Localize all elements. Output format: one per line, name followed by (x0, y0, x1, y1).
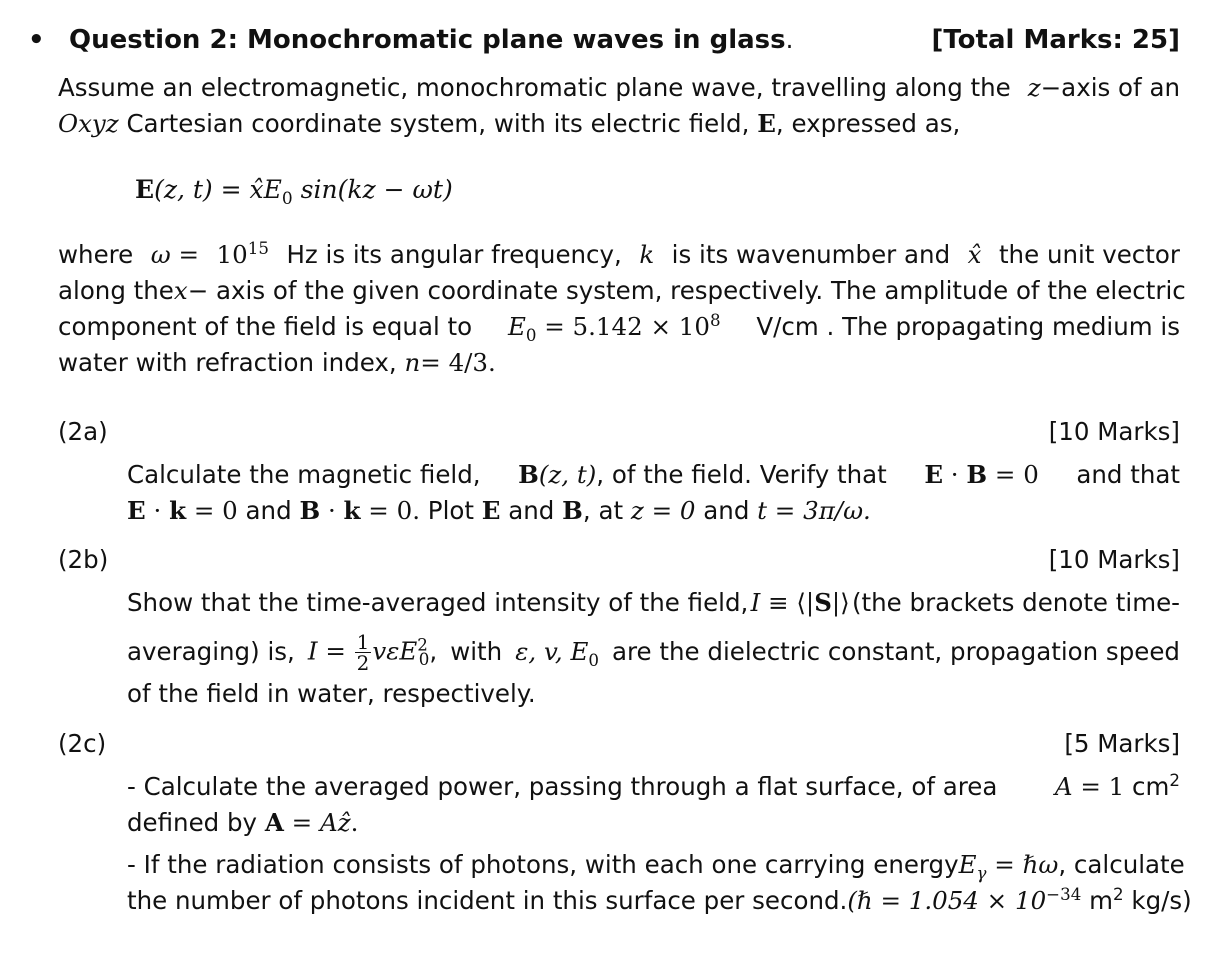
part-a-dot: · (943, 460, 967, 489)
part-c-unit-m: m (1089, 886, 1113, 915)
part-c-period: . (350, 808, 359, 837)
part-c-header (58, 726, 1180, 762)
eq-xhat: x̂ (249, 175, 264, 204)
part-c-hbar-exp: −34 (1046, 884, 1082, 904)
part-a-l2-and: and (245, 496, 292, 525)
part-a-l2-eq2: = 0. (360, 496, 420, 525)
part-c-A: A (1054, 772, 1073, 801)
part-a-l2-eq: = 0 (186, 496, 238, 525)
part-b-averaging-text: averaging) is, (127, 637, 295, 666)
params-omega: ω = (150, 240, 200, 269)
params-E0-value: = 5.142 × 10 (536, 312, 710, 341)
part-b-S: S (814, 588, 832, 617)
part-a-l2-k: k (169, 496, 187, 525)
part-b-sq: 2 (417, 634, 428, 654)
part-c-number-text: the number of photons incident in this surface per second. (127, 886, 848, 915)
part-c-defined-by: defined by (127, 808, 258, 837)
params-units-medium: V/cm . The propagating medium is (756, 312, 1180, 341)
part-b-expr: vεE (372, 636, 418, 665)
part-a-l2-B: B (299, 496, 321, 525)
part-c-unit-kgs: kg/s) (1131, 886, 1192, 915)
part-a-calc-text: Calculate the magnetic field, (127, 460, 481, 489)
part-c-calc-text: - Calculate the averaged power, passing through a flat surface, of area (127, 772, 998, 801)
question-title-wrap (69, 22, 793, 58)
part-b-vars: ε, v, E (515, 637, 589, 666)
params-water-text: water with refraction index, (58, 348, 397, 377)
intro-oxyz: Oxyz (58, 109, 119, 138)
part-a-l2-and2: and (508, 496, 555, 525)
params-E0-sub: 0 (525, 325, 537, 345)
params-x: x (173, 276, 188, 305)
part-a-verify-text: , of the field. Verify that (596, 460, 887, 489)
part-a-l2-and3: and (703, 496, 750, 525)
eq-args: (z, t) = (154, 175, 250, 204)
params-where: where (58, 240, 134, 269)
params-component-text: component of the field is equal to (58, 312, 473, 341)
part-b-l2-I: I (307, 636, 318, 665)
part-b-close: |⟩ (831, 588, 850, 617)
params-line-4 (58, 345, 496, 381)
intro-z: z (1027, 73, 1041, 102)
part-c-unit-sup: 2 (1113, 884, 1124, 904)
part-b-marks: [10 Marks] (1048, 545, 1180, 574)
part-b-show-text: Show that the time-averaged intensity of the field, (127, 588, 749, 617)
fraction-denominator: 2 (356, 650, 370, 675)
params-wavenumber-text: is its wavenumber and (671, 240, 951, 269)
part-a-header (58, 414, 1180, 450)
part-a-z0: z = 0 (630, 496, 696, 525)
intro-E: E (757, 109, 776, 138)
params-E0-exp: 8 (709, 310, 721, 330)
params-unit-vector-text: the unit vector (998, 240, 1180, 269)
part-a-line-1 (127, 457, 1180, 493)
part-b-header (58, 542, 1180, 578)
part-b-line-2 (127, 630, 1180, 674)
part-a-eq0: = 0 (987, 460, 1039, 489)
part-a-label: (2a) (58, 417, 108, 446)
intro-line-2 (58, 106, 960, 142)
part-a-B: B (518, 460, 539, 489)
part-a-l2-k2: k (343, 496, 361, 525)
params-line-1 (58, 237, 1180, 273)
intro-text-2b: , expressed as, (775, 109, 961, 138)
params-ten: 10 (216, 240, 248, 269)
part-b-comma: , (429, 636, 438, 665)
part-c-label: (2c) (58, 729, 107, 758)
part-b-line-1 (127, 585, 1180, 621)
part-c-E-gamma: E (958, 850, 977, 879)
eq-E: E (135, 175, 155, 204)
part-c-marks: [5 Marks] (1064, 729, 1180, 758)
part-a-zt: (z, t) (538, 460, 597, 489)
fraction-numerator: 1 (356, 629, 370, 654)
params-along: along the (58, 276, 174, 305)
part-a-l2-E2: E (481, 496, 501, 525)
params-n-value: = 4/3. (420, 348, 496, 377)
params-xhat: x̂ (967, 240, 982, 269)
params-E0: E (507, 312, 526, 341)
intro-text-2a: Cartesian coordinate system, with its electric field, (126, 109, 750, 138)
part-a-and-that: and that (1076, 460, 1180, 489)
intro-text-1b: −axis of an (1040, 73, 1180, 102)
part-b-I: I (750, 588, 761, 617)
part-b-line-3 (127, 676, 536, 712)
part-c-line-1 (127, 769, 1180, 805)
part-c-cm-sup: 2 (1169, 770, 1180, 790)
part-b-water-text: of the field in water, respectively. (127, 679, 536, 708)
part-c-A-eq: = 1 (1072, 772, 1125, 801)
one-half-fraction (355, 629, 372, 675)
params-line-2 (58, 273, 1186, 309)
electric-field-equation (135, 172, 453, 208)
part-a-marks: [10 Marks] (1048, 417, 1180, 446)
params-hz-text: Hz is its angular frequency, (286, 240, 622, 269)
bullet: • (28, 25, 45, 55)
part-c-line-2 (127, 805, 358, 841)
part-a-line-2: E · k = 0 and B · k = 0. Plot E and B, at z = 0 and t = 3π/ω. (127, 496, 871, 525)
part-c-hbar-value: (ℏ = 1.054 × 10 (847, 886, 1047, 915)
question-title: Question 2: Monochromatic plane waves in glass (69, 25, 786, 55)
total-marks: [Total Marks: 25] (931, 25, 1180, 55)
part-c-A-eq2: = A (283, 808, 338, 837)
part-c-calculate: , calculate (1058, 850, 1185, 879)
part-c-zhat: ẑ (337, 808, 351, 837)
part-a-l2-B2: B (562, 496, 583, 525)
intro-text-1a: Assume an electromagnetic, monochromatic plane wave, travelling along the (58, 73, 1011, 102)
part-c-gamma: γ (976, 863, 987, 883)
eq-E0-sub: 0 (281, 189, 293, 209)
part-b-sub0: 0 (418, 649, 430, 669)
part-b-label: (2b) (58, 545, 109, 574)
params-exp: 15 (247, 238, 269, 258)
part-a-E: E (924, 460, 943, 489)
part-b-l2-eq: = (317, 636, 354, 665)
part-a-B2: B (966, 460, 988, 489)
part-a-l2-E: E (127, 496, 146, 525)
part-c-line-4 (127, 883, 1192, 919)
intro-line-1 (58, 70, 1180, 106)
eq-rhs: sin(kz − ωt) (292, 175, 453, 204)
part-b-with: with (450, 637, 503, 666)
part-a-t: t = 3π/ω. (757, 496, 871, 525)
part-b-vars-sub: 0 (588, 650, 599, 670)
part-b-equiv: ≡ ⟨| (760, 588, 815, 617)
part-a-at: , at (582, 496, 624, 525)
part-c-photons-text: - If the radiation consists of photons, with each one carrying energy (127, 850, 959, 879)
part-c-A-vector: A (264, 808, 284, 837)
part-b-brackets-text: (the brackets denote time- (851, 588, 1180, 617)
part-b-dielectric-text: are the dielectric constant, propagation speed (612, 637, 1180, 666)
part-c-line-3 (127, 847, 1185, 883)
params-line-3 (58, 309, 1180, 345)
eq-E0: E (263, 175, 282, 204)
title-period: . (785, 25, 794, 54)
part-a-plot: Plot (427, 496, 474, 525)
params-k: k (639, 240, 655, 269)
params-axis-text: − axis of the given coordinate system, respectively. The amplitude of the electric (187, 276, 1186, 305)
params-n: n (404, 348, 421, 377)
part-c-hbar-omega: = ℏω (986, 850, 1059, 879)
part-c-cm: cm (1132, 772, 1170, 801)
